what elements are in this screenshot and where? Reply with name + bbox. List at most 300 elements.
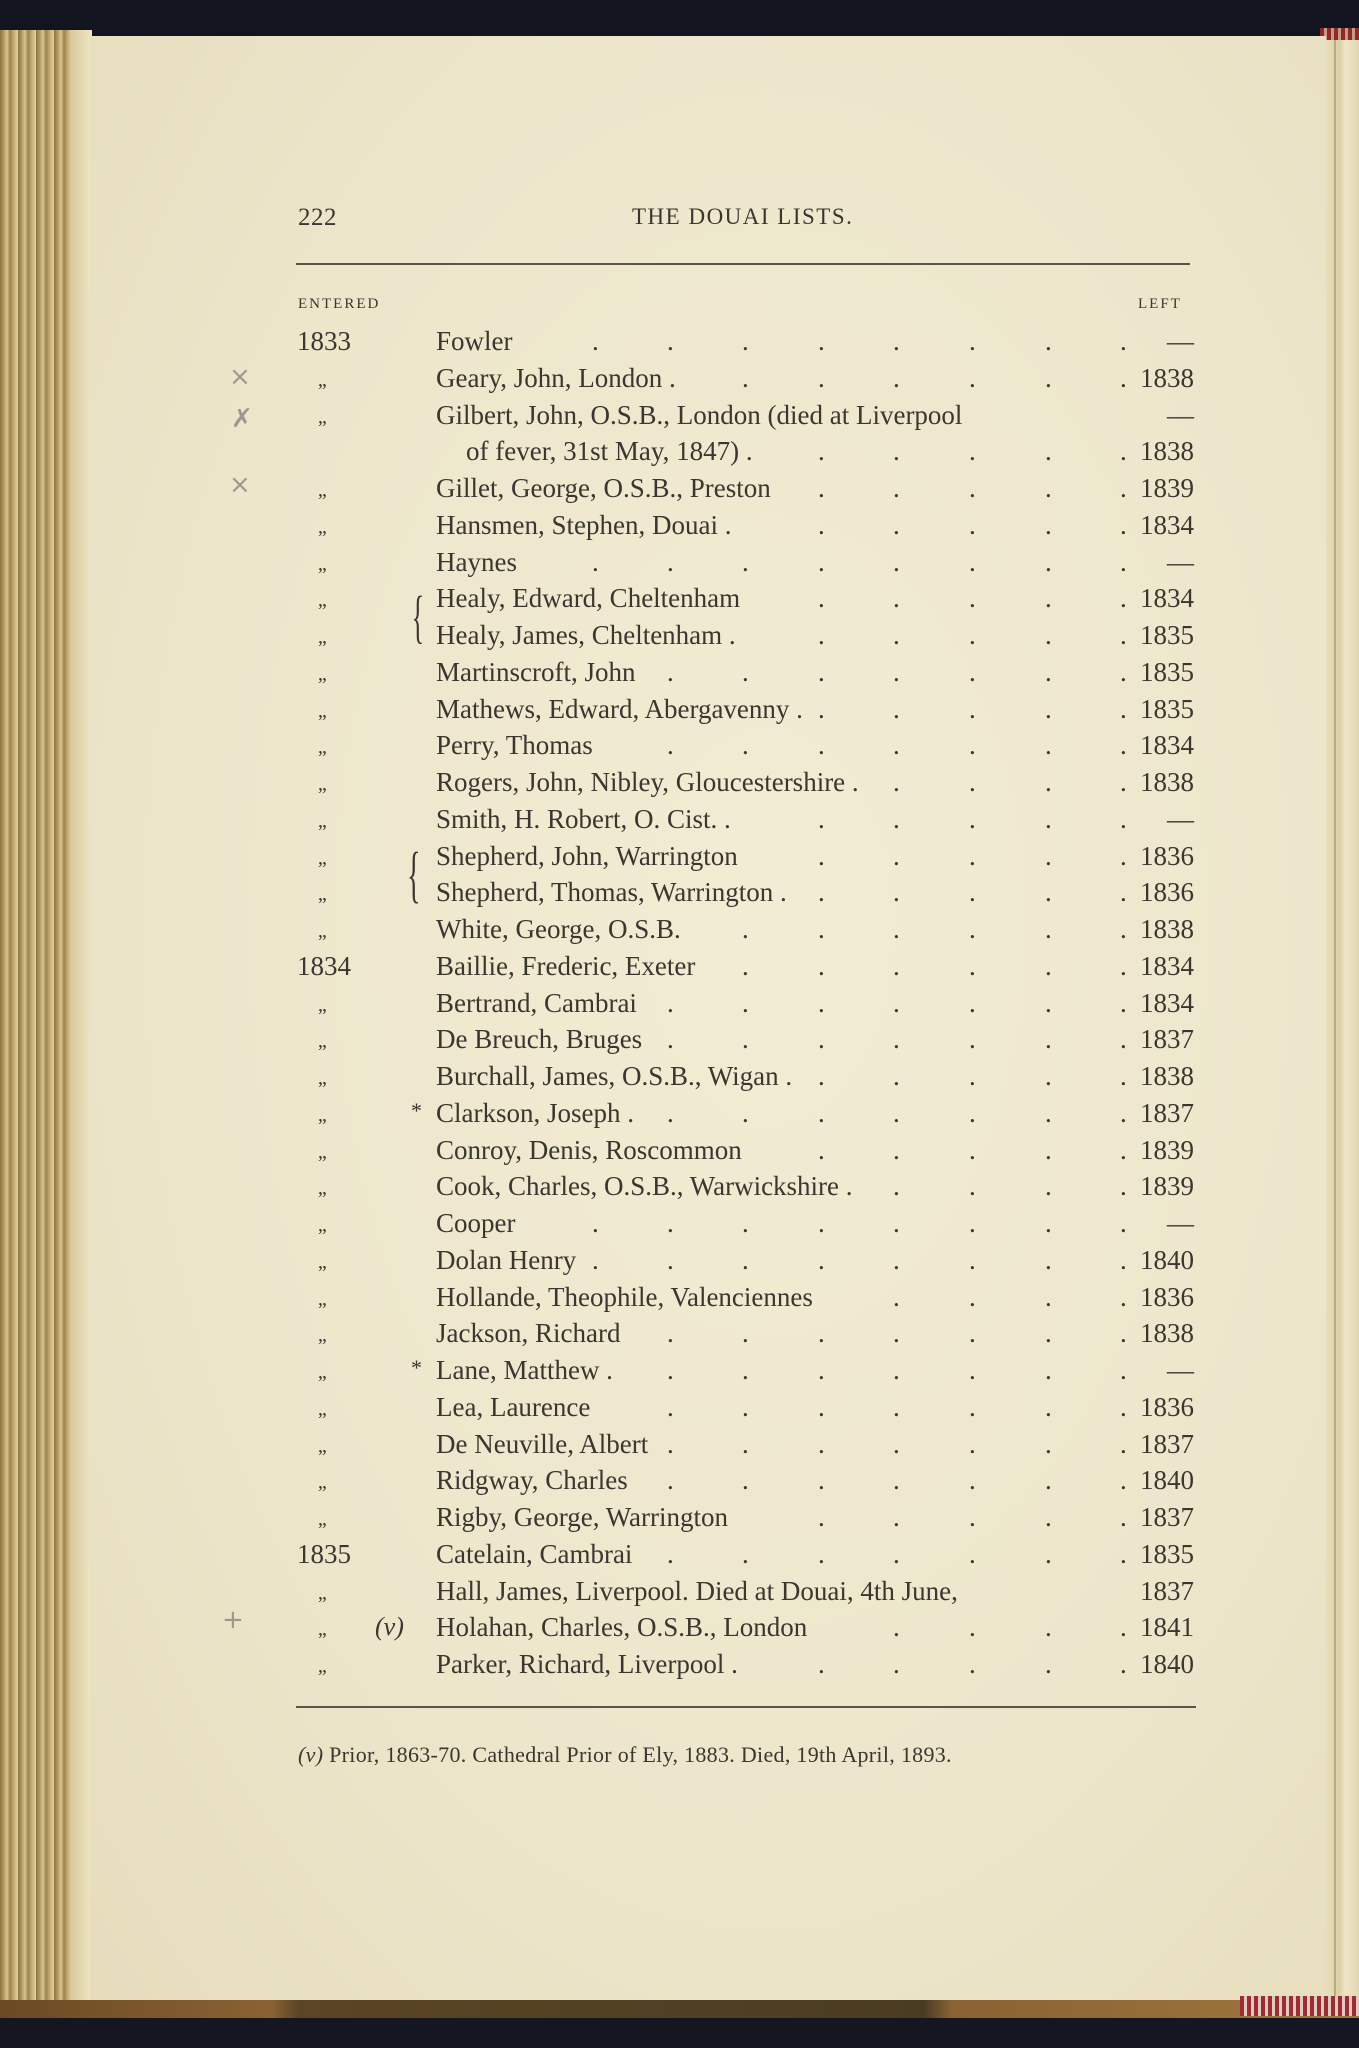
leader-dot: .: [893, 656, 900, 687]
table-row: [0, 1208, 1359, 1244]
leader-dot: .: [1120, 1024, 1127, 1055]
table-row: [0, 583, 1359, 619]
leader-dot: .: [893, 803, 900, 834]
left-year: —: [1167, 399, 1194, 430]
leader-dot: .: [1120, 693, 1127, 724]
ditto-mark: ,,: [318, 1067, 326, 1089]
table-row: [0, 951, 1359, 987]
leader-dot: .: [667, 730, 674, 761]
header-rule: [296, 263, 1190, 265]
table-row: [0, 1355, 1359, 1391]
leader-dot: .: [742, 656, 749, 687]
leader-dot: .: [1120, 1502, 1127, 1532]
table-row: [0, 1024, 1359, 1060]
entry-name: Geary, John, London .: [436, 362, 676, 393]
leader-dot: .: [893, 1465, 900, 1496]
leader-dot: .: [818, 362, 825, 393]
entry-name: Lane, Matthew .: [436, 1355, 613, 1385]
leader-dot: .: [818, 987, 825, 1018]
table-row: [0, 914, 1359, 950]
leader-dot: .: [1120, 509, 1127, 540]
left-year: 1836: [1140, 840, 1194, 871]
ditto-mark: ,,: [318, 920, 326, 942]
leader-dot: .: [592, 1244, 599, 1275]
entry-name: Healy, Edward, Cheltenham: [436, 583, 741, 614]
leader-dot: .: [893, 1134, 900, 1165]
leader-dot: .: [893, 1281, 900, 1312]
table-row: [0, 1392, 1359, 1428]
table-row: [0, 877, 1359, 913]
left-year: 1838: [1140, 767, 1194, 797]
leader-dot: .: [969, 987, 976, 1018]
leader-dot: .: [1045, 436, 1052, 467]
leader-dot: .: [969, 509, 976, 540]
left-year: —: [1167, 326, 1194, 356]
leader-dot: .: [1120, 840, 1127, 871]
leader-dot: .: [818, 914, 825, 944]
leader-dot: .: [1045, 1208, 1052, 1238]
left-year: 1837: [1140, 1575, 1194, 1606]
leader-dot: .: [1045, 1171, 1052, 1202]
leader-dot: .: [969, 1355, 976, 1385]
leader-dot: .: [893, 620, 900, 650]
leader-dot: .: [893, 1024, 900, 1055]
leader-dot: .: [592, 546, 599, 577]
leader-dot: .: [1045, 693, 1052, 724]
table-row: [0, 1429, 1359, 1465]
leader-dot: .: [969, 1649, 976, 1679]
leader-dot: .: [893, 1391, 900, 1422]
footnote-text: Prior, 1863-70. Cathedral Prior of Ely, 1883. Died, 19th April, 1893.: [329, 1742, 952, 1767]
table-row: [0, 1612, 1359, 1648]
leader-dot: .: [1045, 1612, 1052, 1643]
leader-dot: .: [1045, 1134, 1052, 1165]
leader-dot: .: [893, 583, 900, 614]
leader-dot: .: [1120, 1391, 1127, 1422]
entry-name: Healy, James, Cheltenham .: [436, 620, 736, 650]
leader-dot: .: [818, 1244, 825, 1275]
entry-name: Clarkson, Joseph .: [436, 1097, 634, 1128]
entry-name: Hollande, Theophile, Valenciennes: [436, 1281, 813, 1312]
table-row: [0, 510, 1359, 546]
ditto-mark: ,,: [318, 405, 326, 428]
leader-dot: .: [969, 1208, 976, 1238]
entry-name: Jackson, Richard: [436, 1318, 621, 1349]
leader-dot: .: [969, 914, 976, 944]
leader-dot: .: [1120, 914, 1127, 944]
leader-dot: .: [969, 1391, 976, 1422]
ditto-mark: ,,: [318, 1655, 326, 1677]
leader-dot: .: [818, 546, 825, 577]
leader-dot: .: [1045, 767, 1052, 797]
page-number: 222: [298, 204, 337, 231]
leader-dot: .: [1120, 546, 1127, 577]
table-row: [0, 326, 1359, 362]
table-row: [0, 730, 1359, 766]
left-year: 1838: [1140, 1061, 1194, 1091]
table-row: [0, 473, 1359, 509]
leader-dot: .: [1120, 473, 1127, 503]
leader-dot: .: [969, 583, 976, 614]
left-year: 1839: [1140, 473, 1194, 503]
leader-dot: .: [1045, 509, 1052, 540]
leader-dot: .: [893, 987, 900, 1018]
left-year: 1837: [1140, 1502, 1194, 1532]
ditto-mark: ,,: [318, 626, 326, 648]
leader-dot: .: [1045, 1097, 1052, 1128]
leader-dot: .: [1045, 1024, 1052, 1055]
leader-dot: .: [1120, 950, 1127, 981]
leader-dot: .: [969, 950, 976, 981]
left-year: 1834: [1140, 583, 1194, 614]
leader-dot: .: [1120, 987, 1127, 1018]
left-year: 1840: [1140, 1465, 1194, 1496]
left-year: 1838: [1140, 914, 1194, 944]
ditto-mark: ,,: [318, 1324, 326, 1347]
leader-dot: .: [818, 436, 825, 467]
left-year: 1841: [1140, 1612, 1194, 1643]
leader-dot: .: [818, 950, 825, 981]
leader-dot: .: [1045, 326, 1052, 356]
leader-dot: .: [893, 1355, 900, 1385]
left-year: 1838: [1140, 1318, 1194, 1349]
leader-dot: .: [667, 1208, 674, 1238]
leader-dot: .: [667, 1024, 674, 1055]
footnote-ref: (v): [375, 1612, 404, 1642]
table-row: [0, 841, 1359, 877]
entry-name: Shepherd, John, Warrington: [436, 840, 738, 871]
leader-dot: .: [667, 656, 674, 687]
leader-dot: .: [1045, 730, 1052, 761]
leader-dot: .: [1045, 1538, 1052, 1569]
leader-dot: .: [893, 326, 900, 356]
leader-dot: .: [818, 326, 825, 356]
leader-dot: .: [818, 1502, 825, 1532]
entry-name: Ridgway, Charles: [436, 1465, 628, 1496]
leader-dot: .: [893, 693, 900, 724]
ditto-mark: ,,: [318, 552, 326, 575]
entry-name: De Neuville, Albert: [436, 1428, 649, 1459]
leader-dot: .: [893, 473, 900, 503]
leader-dot: .: [893, 1502, 900, 1532]
ditto-mark: ,,: [318, 662, 326, 685]
leader-dot: .: [1120, 1318, 1127, 1349]
leader-dot: .: [1120, 1355, 1127, 1385]
leader-dot: .: [1045, 1244, 1052, 1275]
leader-dot: .: [969, 1318, 976, 1349]
table-row: [0, 657, 1359, 693]
leader-dot: .: [742, 1097, 749, 1128]
leader-dot: .: [1045, 1355, 1052, 1385]
ditto-mark: ,,: [318, 1434, 326, 1457]
table-row: [0, 547, 1359, 583]
leader-dot: .: [969, 1428, 976, 1459]
leader-dot: .: [893, 1097, 900, 1128]
entry-name: Lea, Laurence: [436, 1391, 591, 1422]
leader-dot: .: [1120, 583, 1127, 614]
table-row: [0, 620, 1359, 656]
leader-dot: .: [818, 1391, 825, 1422]
leader-dot: .: [818, 1428, 825, 1459]
entry-name: Burchall, James, O.S.B., Wigan .: [436, 1061, 793, 1091]
ditto-mark: ,,: [318, 1030, 326, 1053]
pencil-mark-icon: ⨯: [229, 362, 251, 392]
leader-dot: .: [893, 840, 900, 871]
entry-name: Bertrand, Cambrai: [436, 987, 637, 1018]
left-year: 1838: [1140, 362, 1194, 393]
leader-dot: .: [818, 1318, 825, 1349]
leader-dot: .: [818, 1134, 825, 1165]
table-row: [0, 1318, 1359, 1354]
leader-dot: .: [1045, 1428, 1052, 1459]
table-row: [0, 363, 1359, 399]
table-row: [0, 1649, 1359, 1685]
leader-dot: .: [969, 1061, 976, 1091]
entry-name: Dolan Henry: [436, 1244, 577, 1275]
leader-dot: .: [667, 1538, 674, 1569]
asterisk-mark: *: [411, 1097, 422, 1123]
ditto-mark: ,,: [318, 1618, 326, 1641]
leader-dot: .: [818, 1538, 825, 1569]
leader-dot: .: [742, 950, 749, 981]
leader-dot: .: [742, 1318, 749, 1349]
leader-dot: .: [1120, 1134, 1127, 1165]
leader-dot: .: [893, 730, 900, 761]
ditto-mark: ,,: [318, 1581, 326, 1604]
brace-icon: {: [411, 584, 425, 649]
leader-dot: .: [592, 326, 599, 356]
leader-dot: .: [969, 326, 976, 356]
leader-dot: .: [818, 840, 825, 871]
leader-dot: .: [1120, 730, 1127, 761]
leader-dot: .: [893, 1244, 900, 1275]
table-row: [0, 804, 1359, 840]
leader-dot: .: [1045, 1281, 1052, 1312]
leader-dot: .: [1120, 1171, 1127, 1202]
entered-year: 1834: [297, 950, 351, 981]
leader-dot: .: [969, 693, 976, 724]
leader-dot: .: [1120, 436, 1127, 467]
entry-name: Gillet, George, O.S.B., Preston: [436, 473, 771, 503]
left-year: —: [1167, 1208, 1194, 1238]
ditto-mark: ,,: [318, 883, 326, 906]
entry-name: Rogers, John, Nibley, Gloucestershire .: [436, 767, 859, 797]
leader-dot: .: [667, 1318, 674, 1349]
brace-icon: {: [407, 841, 421, 909]
leader-dot: .: [893, 1061, 900, 1091]
leader-dot: .: [818, 1355, 825, 1385]
leader-dot: .: [969, 656, 976, 687]
footnote: [298, 1742, 952, 1768]
left-year: —: [1167, 1355, 1194, 1385]
ditto-mark: ,,: [318, 1361, 326, 1383]
leader-dot: .: [1045, 1318, 1052, 1349]
leader-dot: .: [1120, 620, 1127, 650]
headband-bottom: [1240, 1996, 1359, 2016]
left-year: 1839: [1140, 1171, 1194, 1202]
leader-dot: .: [818, 1097, 825, 1128]
leader-dot: .: [893, 1171, 900, 1202]
entry-name: Hall, James, Liverpool. Died at Douai, 4th June,: [436, 1575, 958, 1606]
pencil-mark-icon: ✗: [231, 404, 253, 434]
ditto-mark: ,,: [318, 1214, 326, 1236]
leader-dot: .: [969, 1097, 976, 1128]
leader-dot: .: [1120, 767, 1127, 797]
leader-dot: .: [893, 436, 900, 467]
leader-dot: .: [742, 326, 749, 356]
entered-year: 1835: [297, 1538, 351, 1569]
left-year: —: [1167, 803, 1194, 834]
leader-dot: .: [818, 473, 825, 503]
leader-dot: .: [1120, 1244, 1127, 1275]
leader-dot: .: [667, 1428, 674, 1459]
pencil-mark-icon: ⨯: [229, 470, 251, 500]
leader-dot: .: [667, 326, 674, 356]
leader-dot: .: [969, 436, 976, 467]
leader-dot: .: [667, 1244, 674, 1275]
leader-dot: .: [742, 362, 749, 393]
leader-dot: .: [893, 1538, 900, 1569]
ditto-mark: ,,: [318, 589, 326, 612]
leader-dot: .: [969, 803, 976, 834]
leader-dot: .: [1120, 1428, 1127, 1459]
table-row: [0, 400, 1359, 436]
leader-dot: .: [1045, 803, 1052, 834]
leader-dot: .: [1045, 950, 1052, 981]
left-year: 1834: [1140, 987, 1194, 1018]
leader-dot: .: [742, 546, 749, 577]
table-row: [0, 988, 1359, 1024]
leader-dot: .: [969, 1465, 976, 1496]
leader-dot: .: [742, 1391, 749, 1422]
ditto-mark: ,,: [318, 846, 326, 869]
leader-dot: .: [893, 1318, 900, 1349]
leader-dot: .: [667, 546, 674, 577]
left-year: 1838: [1140, 436, 1194, 467]
table-row: [0, 1245, 1359, 1281]
leader-dot: .: [1045, 362, 1052, 393]
ditto-mark: ,,: [318, 993, 326, 1016]
left-year: 1834: [1140, 950, 1194, 981]
left-year: 1836: [1140, 1281, 1194, 1312]
leader-dot: .: [969, 840, 976, 871]
leader-dot: .: [1045, 1465, 1052, 1496]
leader-dot: .: [818, 730, 825, 761]
leader-dot: .: [1120, 1061, 1127, 1091]
leader-dot: .: [1045, 914, 1052, 944]
leader-dot: .: [969, 362, 976, 393]
entry-name: Hansmen, Stephen, Douai .: [436, 509, 732, 540]
pencil-mark-icon: +: [222, 1605, 244, 1635]
leader-dot: .: [893, 767, 900, 797]
leader-dot: .: [667, 1097, 674, 1128]
leader-dot: .: [742, 1024, 749, 1055]
entry-name: Rigby, George, Warrington: [436, 1502, 729, 1532]
leader-dot: .: [1045, 473, 1052, 503]
leader-dot: .: [969, 473, 976, 503]
leader-dot: .: [969, 877, 976, 908]
leader-dot: .: [818, 1061, 825, 1091]
leader-dot: .: [818, 509, 825, 540]
leader-dot: .: [1045, 620, 1052, 650]
entry-name: White, George, O.S.B.: [436, 914, 681, 944]
left-year: 1836: [1140, 1391, 1194, 1422]
leader-dot: .: [1045, 840, 1052, 871]
leader-dot: .: [893, 877, 900, 908]
table-row: [0, 1539, 1359, 1575]
leader-dot: .: [742, 914, 749, 944]
entry-name: Conroy, Denis, Roscommon: [436, 1134, 742, 1165]
ditto-mark: ,,: [318, 1250, 326, 1273]
leader-dot: .: [1045, 1061, 1052, 1091]
entry-name: Cook, Charles, O.S.B., Warwickshire .: [436, 1171, 853, 1202]
ditto-mark: ,,: [318, 1140, 326, 1163]
leader-dot: .: [742, 1428, 749, 1459]
leader-dot: .: [1120, 1465, 1127, 1496]
leader-dot: .: [742, 730, 749, 761]
leader-dot: .: [893, 1612, 900, 1643]
book-cover-bottom: [0, 2018, 1359, 2048]
leader-dot: .: [818, 620, 825, 650]
leader-dot: .: [1045, 546, 1052, 577]
column-header-left: LEFT: [1138, 296, 1182, 312]
table-row: [0, 1061, 1359, 1097]
table-row: [0, 1098, 1359, 1134]
leader-dot: .: [969, 620, 976, 650]
leader-dot: .: [667, 1355, 674, 1385]
leader-dot: .: [969, 1281, 976, 1312]
leader-dot: .: [969, 1024, 976, 1055]
ditto-mark: ,,: [318, 1508, 326, 1530]
left-year: 1835: [1140, 656, 1194, 687]
entry-name: Smith, H. Robert, O. Cist. .: [436, 803, 731, 834]
leader-dot: .: [1120, 1208, 1127, 1238]
leader-dot: .: [667, 1465, 674, 1496]
leader-dot: .: [969, 730, 976, 761]
leader-dot: .: [1120, 877, 1127, 908]
table-row: [0, 1282, 1359, 1318]
ditto-mark: ,,: [318, 515, 326, 538]
entry-name: Baillie, Frederic, Exeter: [436, 950, 696, 981]
leader-dot: .: [742, 1538, 749, 1569]
leader-dot: .: [893, 914, 900, 944]
leader-dot: .: [1120, 1649, 1127, 1679]
leader-dot: .: [1120, 362, 1127, 393]
entry-name: De Breuch, Bruges: [436, 1024, 643, 1055]
leader-dot: .: [742, 1244, 749, 1275]
leader-dot: .: [1120, 1612, 1127, 1643]
leader-dot: .: [1045, 1502, 1052, 1532]
leader-dot: .: [1045, 583, 1052, 614]
table-row: [0, 1171, 1359, 1207]
entry-name: Haynes: [436, 546, 517, 577]
table-row: [0, 767, 1359, 803]
leader-dot: .: [1045, 1391, 1052, 1422]
table-row: [0, 1502, 1359, 1538]
left-year: 1840: [1140, 1244, 1194, 1275]
leader-dot: .: [893, 1208, 900, 1238]
leader-dot: .: [818, 656, 825, 687]
left-year: 1836: [1140, 877, 1194, 908]
table-row: [0, 694, 1359, 730]
leader-dot: .: [969, 1612, 976, 1643]
footnote-marker: (v): [298, 1742, 324, 1767]
leader-dot: .: [969, 1244, 976, 1275]
left-year: —: [1167, 546, 1194, 577]
leader-dot: .: [969, 1538, 976, 1569]
ditto-mark: ,,: [318, 479, 326, 501]
leader-dot: .: [667, 1391, 674, 1422]
